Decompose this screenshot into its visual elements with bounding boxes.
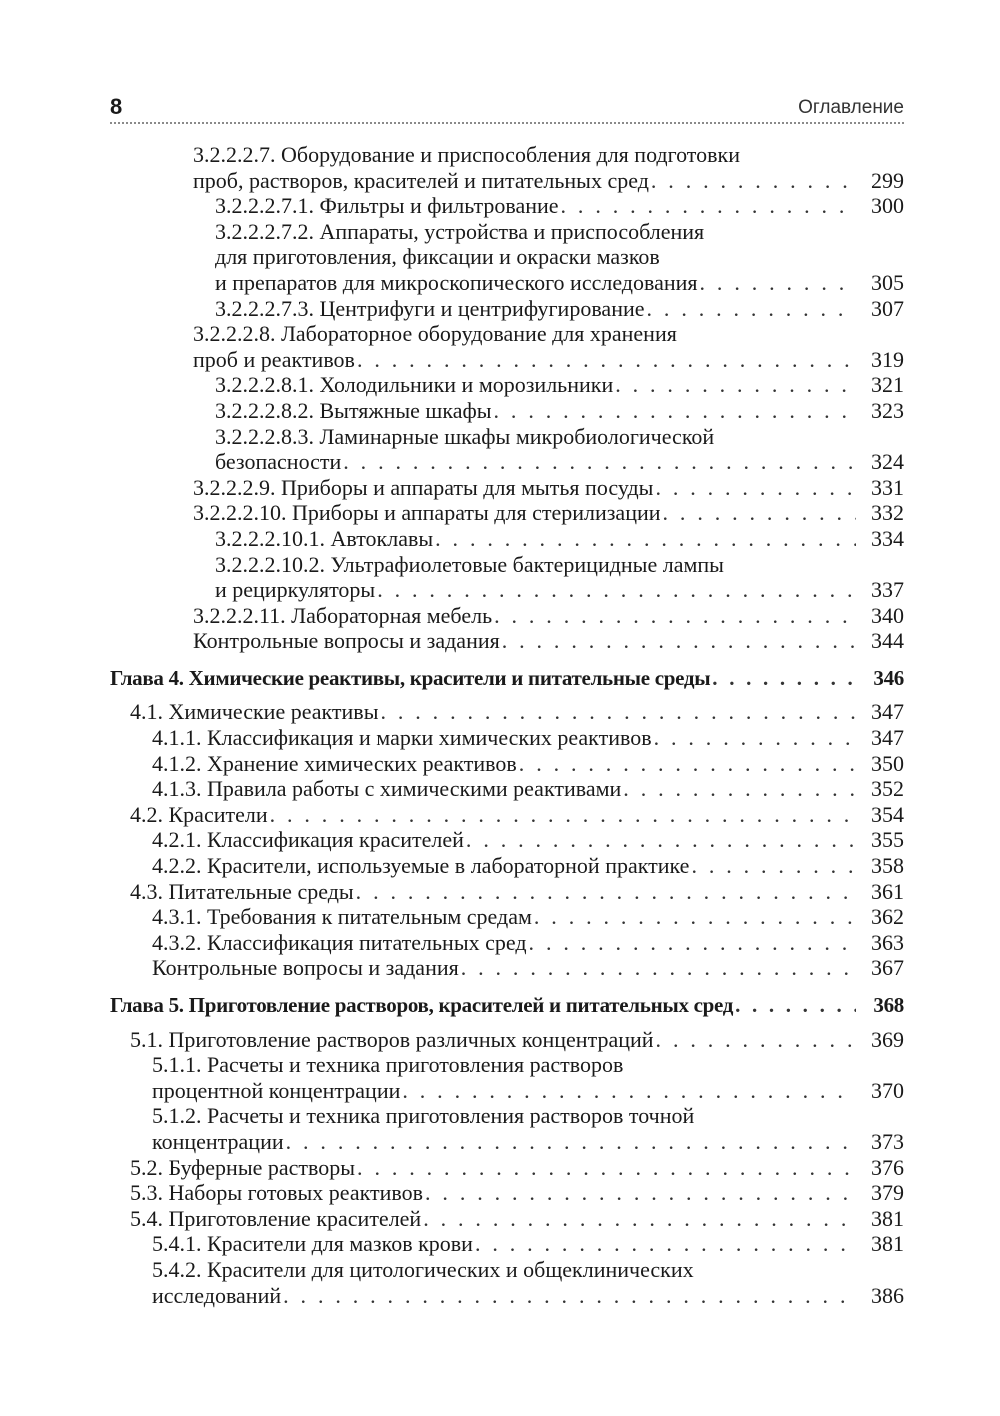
toc-page-number: 319	[871, 346, 904, 372]
dot-leader	[357, 1155, 856, 1181]
dot-leader	[423, 1206, 856, 1232]
dot-leader	[286, 1129, 856, 1155]
dot-leader	[377, 577, 856, 603]
toc-entry-title: 5.1. Приготовление растворов различных концентраций	[130, 1026, 654, 1052]
toc-page-number: 373	[871, 1128, 904, 1154]
toc-entry-title: 5.4.1. Красители для мазков крови	[152, 1231, 473, 1257]
toc-entry-line	[193, 475, 904, 501]
toc-entry-line	[152, 955, 904, 981]
toc-page-number: 344	[871, 628, 904, 654]
toc-entry-title: 5.2. Буферные растворы	[130, 1154, 356, 1180]
toc-entry-title: 4.2. Красители	[130, 801, 268, 827]
toc-entry-title: проб, растворов, красителей и питательных сред	[193, 167, 649, 193]
toc-entry[interactable]	[110, 699, 904, 725]
toc-entry-line	[130, 1206, 904, 1232]
toc-entry-title: 4.1. Химические реактивы	[130, 699, 379, 725]
toc-entry-line	[193, 168, 904, 194]
toc-entry[interactable]	[110, 372, 904, 398]
toc-entry-line	[152, 1231, 904, 1257]
toc-entry[interactable]	[110, 827, 904, 853]
toc-page-number: 350	[871, 750, 904, 776]
dot-leader	[656, 1027, 856, 1053]
toc-entry-line	[215, 526, 904, 552]
dot-leader	[561, 193, 856, 219]
toc-entry-title-line: 3.2.2.2.8. Лабораторное оборудование для хранения	[193, 321, 677, 347]
toc-entry[interactable]	[110, 475, 904, 501]
toc-entry-title: Глава 5. Приготовление растворов, красителей и питательных сред	[110, 993, 734, 1017]
toc-entry-line	[193, 347, 904, 373]
toc-entry[interactable]	[110, 1206, 904, 1232]
toc-entry-title: 3.2.2.2.11. Лабораторная мебель	[193, 602, 493, 628]
toc-entry-title: безопасности	[215, 449, 342, 475]
toc-entry-line	[152, 725, 904, 751]
toc-entry-line	[215, 449, 904, 475]
toc-entry-line	[152, 776, 904, 802]
toc-entry[interactable]	[110, 879, 904, 905]
toc-entry-title: 5.3. Наборы готовых реактивов	[130, 1180, 424, 1206]
dot-leader	[655, 475, 856, 501]
toc-entry-line	[152, 853, 904, 879]
toc-page-number: 323	[871, 397, 904, 423]
toc-entry-title: 3.2.2.2.10. Приборы и аппараты для стерилизации	[193, 500, 661, 526]
toc-entry-title-line: для приготовления, фиксации и окраски мазков	[215, 244, 660, 270]
toc-entry[interactable]	[110, 424, 904, 475]
toc-page-number: 369	[871, 1026, 904, 1052]
toc-entry-line	[110, 666, 904, 692]
dot-leader	[519, 751, 856, 777]
toc-entry[interactable]	[110, 628, 904, 654]
toc-entry-line	[193, 603, 904, 629]
dot-leader	[402, 1078, 856, 1104]
toc-entry-line	[215, 398, 904, 424]
toc-entry[interactable]	[110, 552, 904, 603]
running-header	[110, 94, 904, 124]
toc-entry[interactable]	[110, 398, 904, 424]
dot-leader	[654, 725, 856, 751]
toc-entry-line	[215, 193, 904, 219]
toc-entry-line	[152, 1129, 904, 1155]
toc-entry-title-line: 5.1.2. Расчеты и техника приготовления растворов точной	[152, 1103, 695, 1129]
toc-page-number: 368	[873, 993, 904, 1017]
toc-entry-line	[215, 577, 904, 603]
toc-entry-title: 4.1.2. Хранение химических реактивов	[152, 750, 517, 776]
toc-entry-line	[215, 270, 904, 296]
toc-entry-title: 3.2.2.2.8.1. Холодильники и морозильники	[215, 372, 614, 398]
toc-entry-title: 3.2.2.2.7.3. Центрифуги и центрифугирование	[215, 295, 645, 321]
toc-entry[interactable]	[110, 193, 904, 219]
toc-page-number: 337	[871, 577, 904, 603]
dot-leader	[283, 1283, 856, 1309]
toc-entry-line	[193, 628, 904, 654]
dot-leader	[475, 1231, 856, 1257]
toc-entry-title: Глава 4. Химические реактивы, красители и питательные среды	[110, 665, 711, 690]
toc-entry-line	[215, 296, 904, 322]
toc-page-number: 362	[871, 904, 904, 930]
dot-leader	[735, 993, 856, 1019]
toc-entry-line	[110, 993, 904, 1019]
toc-entry-line	[130, 1027, 904, 1053]
toc-entry-title: процентной концентрации	[152, 1077, 401, 1103]
toc-entry-title: 4.3.2. Классификация питательных сред	[152, 929, 527, 955]
toc-entry[interactable]	[110, 955, 904, 981]
toc-page-number: 381	[871, 1231, 904, 1257]
toc-entry-title-line: 5.4.2. Красители для цитологических и общеклинических	[152, 1256, 694, 1282]
toc-page-number: 340	[871, 602, 904, 628]
toc-entry[interactable]	[110, 853, 904, 879]
toc-entry[interactable]	[110, 219, 904, 296]
toc-page-number: 321	[871, 372, 904, 398]
dot-leader	[270, 802, 856, 828]
dot-leader	[425, 1180, 856, 1206]
page-number: 8	[110, 94, 123, 119]
toc-page-number: 307	[871, 295, 904, 321]
toc-page-number: 347	[871, 699, 904, 725]
toc-page-number: 352	[871, 776, 904, 802]
dot-leader	[466, 827, 856, 853]
toc-entry-title: 4.2.2. Красители, используемые в лабораторной практике	[152, 853, 690, 879]
toc-entry[interactable]	[110, 603, 904, 629]
dot-leader	[615, 372, 856, 398]
toc-page-number: 305	[871, 269, 904, 295]
toc-entry-title-line: 5.1.1. Расчеты и техника приготовления растворов	[152, 1052, 624, 1078]
toc-page-number: 331	[871, 474, 904, 500]
toc-entry-title: и препаратов для микроскопического исследования	[215, 269, 698, 295]
toc-entry-line	[152, 827, 904, 853]
toc-entry-line	[152, 1078, 904, 1104]
dot-leader	[435, 526, 856, 552]
toc-entry-title: концентрации	[152, 1128, 284, 1154]
dot-leader	[494, 603, 856, 629]
dot-leader	[357, 347, 856, 373]
toc-entry-line	[152, 904, 904, 930]
toc-page-number: 347	[871, 725, 904, 751]
toc-entry[interactable]	[110, 751, 904, 777]
dot-leader	[502, 628, 856, 654]
dot-leader	[623, 776, 856, 802]
dot-leader	[712, 666, 856, 692]
toc-page-number: 381	[871, 1205, 904, 1231]
toc-entry-title: проб и реактивов	[193, 346, 355, 372]
toc-page-number: 379	[871, 1180, 904, 1206]
toc-entry[interactable]	[110, 526, 904, 552]
toc-entry-title: 3.2.2.2.10.1. Автоклавы	[215, 525, 434, 551]
toc-entry[interactable]	[110, 1027, 904, 1053]
dot-leader	[343, 449, 856, 475]
dot-leader	[647, 296, 856, 322]
dot-leader	[700, 270, 856, 296]
toc-page-number: 346	[873, 665, 904, 690]
dot-leader	[663, 500, 856, 526]
toc-entry-line	[152, 751, 904, 777]
toc-page-number: 386	[871, 1282, 904, 1308]
toc-entry[interactable]	[110, 500, 904, 526]
header-title: Оглавление	[798, 97, 904, 118]
dot-leader	[534, 904, 856, 930]
toc-entry-line	[130, 802, 904, 828]
toc-page-number: 361	[871, 878, 904, 904]
toc-page-number: 376	[871, 1154, 904, 1180]
toc-entry-line	[130, 699, 904, 725]
toc-entry[interactable]	[110, 725, 904, 751]
toc-entry-title-line: 3.2.2.2.10.2. Ультрафиолетовые бактерицидные лампы	[215, 551, 724, 577]
toc-entry-title: 4.1.1. Классификация и марки химических реактивов	[152, 725, 652, 751]
dot-leader	[691, 853, 856, 879]
toc-page-number: 367	[871, 955, 904, 981]
toc-entry-title: 5.4. Приготовление красителей	[130, 1205, 422, 1231]
toc-entry[interactable]	[110, 1180, 904, 1206]
toc-entry[interactable]	[110, 776, 904, 802]
toc-entry[interactable]	[110, 802, 904, 828]
toc-page-number: 363	[871, 929, 904, 955]
toc-entry-line	[130, 879, 904, 905]
dot-leader	[651, 168, 856, 194]
toc-page-number: 355	[871, 827, 904, 853]
toc-entry-line	[193, 500, 904, 526]
toc-entry-title: 4.2.1. Классификация красителей	[152, 827, 464, 853]
toc-entry-title-line: 3.2.2.2.7.2. Аппараты, устройства и приспособления	[215, 218, 705, 244]
toc-page-number: 334	[871, 525, 904, 551]
toc-entry-title: 4.3.1. Требования к питательным средам	[152, 904, 532, 930]
toc-entry[interactable]	[110, 1231, 904, 1257]
table-of-contents	[110, 142, 904, 1308]
toc-entry-line	[130, 1180, 904, 1206]
toc-entry[interactable]	[110, 321, 904, 372]
toc-entry[interactable]	[110, 296, 904, 322]
toc-entry[interactable]	[110, 1052, 904, 1103]
toc-entry-title: 4.1.3. Правила работы с химическими реактивами	[152, 776, 622, 802]
toc-entry-title: Контрольные вопросы и задания	[152, 955, 459, 981]
toc-entry-title: 3.2.2.2.7.1. Фильтры и фильтрование	[215, 193, 559, 219]
toc-page-number: 370	[871, 1077, 904, 1103]
toc-page-number: 299	[871, 167, 904, 193]
toc-entry-title: 3.2.2.2.8.2. Вытяжные шкафы	[215, 397, 492, 423]
toc-entry[interactable]	[110, 1257, 904, 1308]
toc-entry-title: исследований	[152, 1282, 282, 1308]
toc-entry[interactable]	[110, 142, 904, 193]
toc-chapter-entry[interactable]	[110, 993, 904, 1019]
toc-entry-title: Контрольные вопросы и задания	[193, 628, 500, 654]
dot-leader	[356, 879, 856, 905]
dot-leader	[494, 398, 856, 424]
toc-page-number: 354	[871, 801, 904, 827]
toc-entry-line	[152, 930, 904, 956]
toc-chapter-entry[interactable]	[110, 666, 904, 692]
toc-entry-title: 4.3. Питательные среды	[130, 878, 354, 904]
dot-leader	[529, 930, 856, 956]
toc-entry[interactable]	[110, 1155, 904, 1181]
toc-page-number: 358	[871, 853, 904, 879]
toc-page-number: 332	[871, 500, 904, 526]
toc-entry[interactable]	[110, 1103, 904, 1154]
toc-entry[interactable]	[110, 930, 904, 956]
toc-entry-title-line: 3.2.2.2.8.3. Ламинарные шкафы микробиологической	[215, 423, 715, 449]
toc-entry-line	[152, 1283, 904, 1309]
toc-entry[interactable]	[110, 904, 904, 930]
toc-entry-title-line: 3.2.2.2.7. Оборудование и приспособления для подготовки	[193, 142, 740, 167]
toc-entry-line	[215, 372, 904, 398]
toc-entry-title: и рециркуляторы	[215, 577, 376, 603]
toc-entry-title: 3.2.2.2.9. Приборы и аппараты для мытья посуды	[193, 474, 654, 500]
toc-page-number: 324	[871, 449, 904, 475]
dot-leader	[461, 955, 856, 981]
toc-entry-line	[130, 1155, 904, 1181]
dot-leader	[380, 699, 856, 725]
toc-page-number: 300	[871, 193, 904, 219]
